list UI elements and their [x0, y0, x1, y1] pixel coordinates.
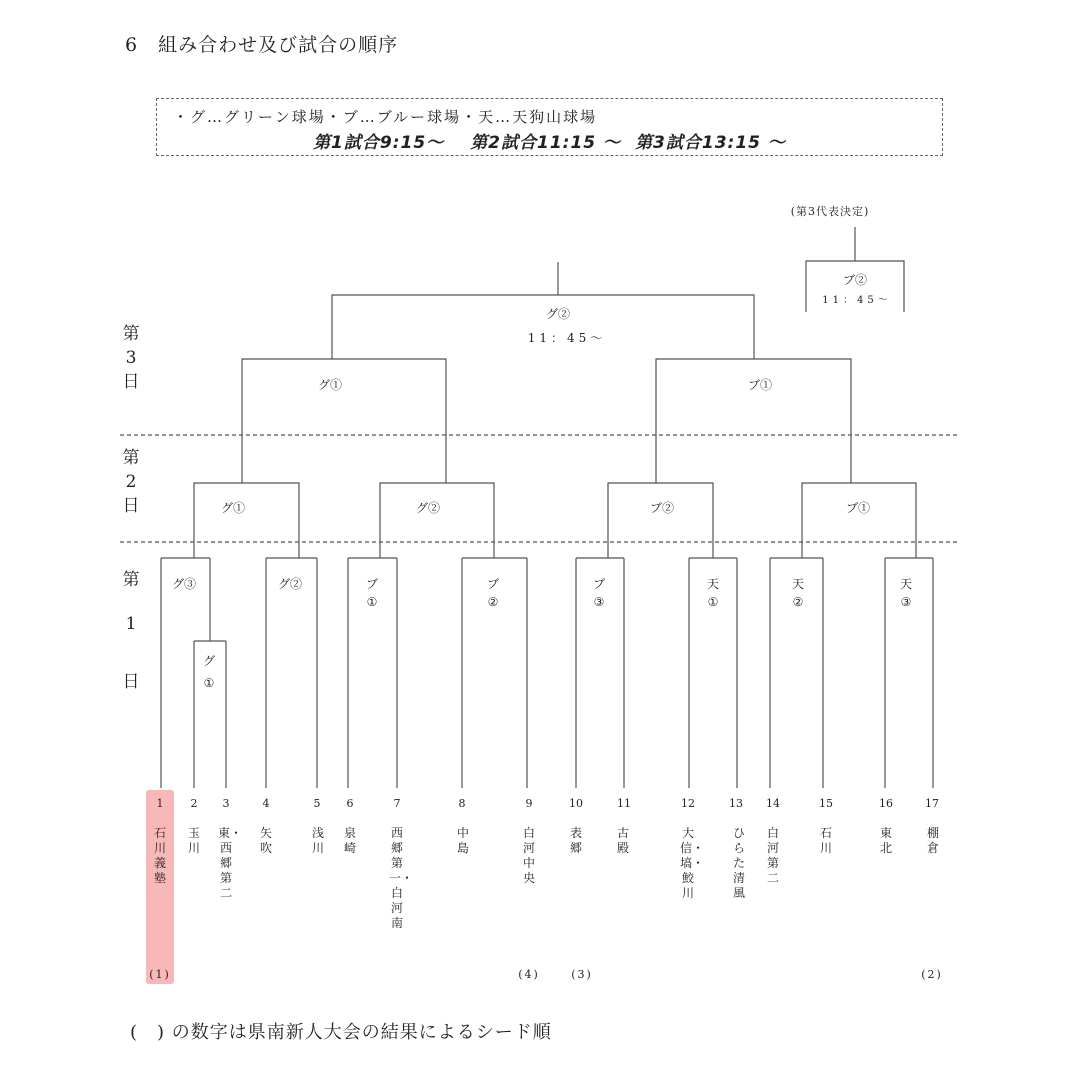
- team-number: 10: [569, 797, 583, 810]
- r1-match-4b: ②: [487, 595, 499, 609]
- seed-label: (2): [921, 968, 943, 981]
- final-bracket: [332, 295, 754, 359]
- team-number: 14: [766, 797, 780, 810]
- team-name: 中島: [456, 826, 469, 855]
- seed-footnote: ( ) の数字は県南新人大会の結果によるシード順: [130, 1022, 552, 1043]
- sf-left-match: グ①: [317, 378, 343, 392]
- team-number: 17: [925, 797, 939, 810]
- seed-label: (3): [571, 968, 593, 981]
- team-name: 古殿: [616, 826, 629, 855]
- time-second: 第2試合11:15 ～: [470, 133, 622, 153]
- r1-match-7a: 天: [791, 577, 805, 591]
- r1-match-7b: ②: [792, 595, 804, 609]
- team-number: 15: [819, 797, 833, 810]
- r1-match-5b: ③: [593, 595, 605, 609]
- sf-right-match: ブ①: [747, 378, 773, 392]
- qf3-match: ブ②: [649, 501, 675, 515]
- qf-bracket: [194, 483, 299, 558]
- third-place-match: ブ②: [842, 273, 868, 287]
- qf-bracket: [608, 483, 713, 558]
- day1-label: 第 1 日: [122, 570, 140, 692]
- team-name: 大信・塙・鮫川: [680, 826, 705, 900]
- team-number: 16: [879, 797, 893, 810]
- team-name: 矢吹: [259, 826, 272, 855]
- team-number: 1: [156, 797, 164, 810]
- qf2-match: グ②: [415, 501, 441, 515]
- r1-match-3a: ブ: [365, 577, 379, 591]
- final-time: 11：45～: [527, 331, 607, 345]
- r1-match-8b: ③: [900, 595, 912, 609]
- r1-match-8a: 天: [899, 577, 913, 591]
- r1-match-6a: 天: [706, 577, 720, 591]
- time-third: 第3試合13:15 ～: [635, 133, 786, 153]
- prelim-match-a: グ: [202, 654, 216, 668]
- qf-bracket: [380, 483, 494, 558]
- team-name: 東・西郷第二: [218, 826, 243, 900]
- team-name: 石川義塾: [153, 826, 166, 885]
- team-name: 表郷: [569, 826, 582, 855]
- team-number: 4: [262, 797, 270, 810]
- team-number: 3: [222, 797, 230, 810]
- prelim-match-b: ①: [203, 676, 215, 690]
- day3-label: 第 3 日: [122, 324, 140, 392]
- team-number: 9: [525, 797, 533, 810]
- time-first: 第1試合9:15～: [313, 133, 445, 153]
- seed-label: (4): [518, 968, 540, 981]
- team-name: ひらた清風: [732, 826, 745, 900]
- r1-match-1: グ③: [171, 577, 197, 591]
- field-legend: ・グ…グリーン球場・ブ…ブルー球場・天…天狗山球場: [173, 108, 598, 126]
- team-number: 7: [393, 797, 401, 810]
- team-name: 浅川: [311, 826, 324, 855]
- team-number: 6: [346, 797, 354, 810]
- team-name: 白河中央: [522, 826, 535, 885]
- team-name: 棚倉: [926, 826, 939, 855]
- qf4-match: ブ①: [845, 501, 871, 515]
- team-name: 玉川: [187, 826, 200, 855]
- sf-bracket: [242, 359, 446, 483]
- day2-label: 第 2 日: [122, 448, 140, 516]
- team-name: 泉崎: [343, 826, 356, 855]
- page-title: 6 組み合わせ及び試合の順序: [125, 34, 399, 56]
- team-name: 西郷第一・白河南: [389, 826, 414, 930]
- qf1-match: グ①: [220, 501, 246, 515]
- r1-match-5a: ブ: [592, 577, 606, 591]
- team-number: 12: [681, 797, 695, 810]
- r1-match-6b: ①: [707, 595, 719, 609]
- team-name: 東北: [879, 826, 892, 855]
- qf-bracket: [802, 483, 916, 558]
- team-number: 2: [190, 797, 198, 810]
- team-name: 石川: [819, 826, 832, 855]
- r1-match-2: グ②: [277, 577, 303, 591]
- team-number: 8: [458, 797, 466, 810]
- team-number: 11: [617, 797, 631, 810]
- team-number: 5: [313, 797, 321, 810]
- final-match: グ②: [545, 307, 571, 321]
- seed-label: (1): [149, 968, 171, 981]
- r1-match-3b: ①: [366, 595, 378, 609]
- third-place-label: (第3代表決定): [790, 205, 870, 218]
- team-number: 13: [729, 797, 743, 810]
- third-place-time: 11：45～: [822, 295, 892, 306]
- team-name: 白河第二: [766, 826, 779, 885]
- r1-match-4a: ブ: [486, 577, 500, 591]
